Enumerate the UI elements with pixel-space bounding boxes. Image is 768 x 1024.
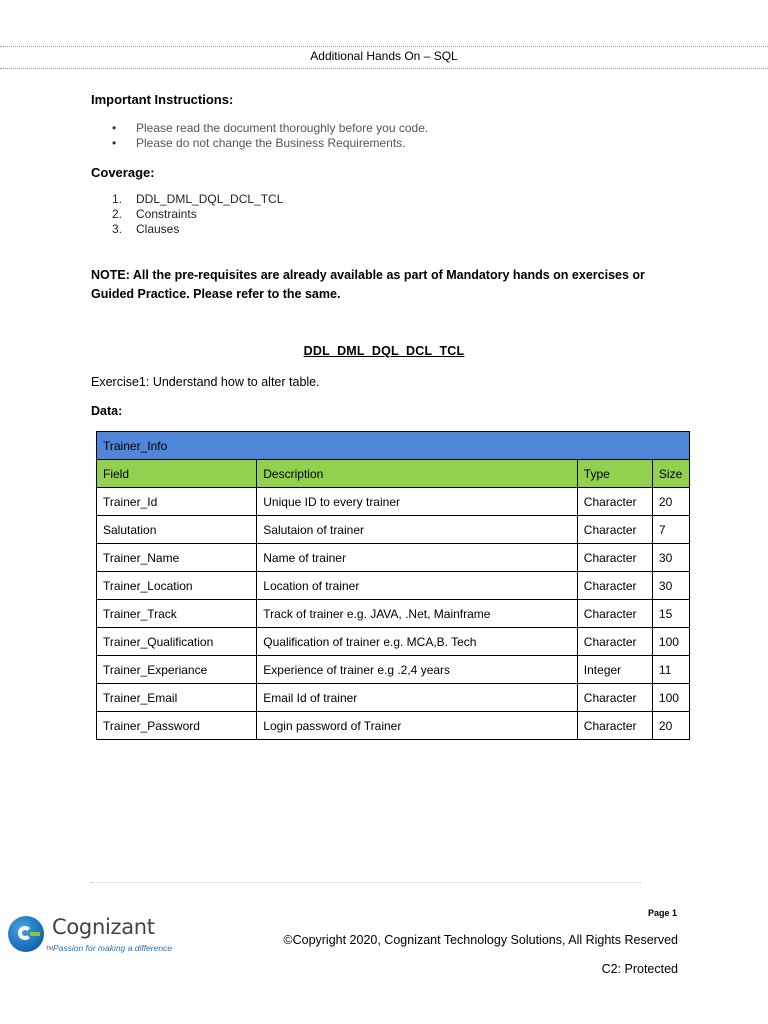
column-header-description: Description <box>257 460 578 488</box>
list-number: 3. <box>112 222 123 236</box>
table-title: Trainer_Info <box>97 432 690 460</box>
cell-type: Character <box>577 712 652 740</box>
cell-description: Salutaion of trainer <box>257 516 578 544</box>
coverage-list <box>91 192 283 237</box>
cell-description: Login password of Trainer <box>257 712 578 740</box>
instructions-list <box>91 121 428 151</box>
list-number: 2. <box>112 207 123 221</box>
cell-field: Trainer_Experiance <box>97 656 257 684</box>
table-row <box>97 684 690 712</box>
header-top-rule <box>0 46 768 47</box>
list-item: • Please do not change the Business Requirements. <box>91 136 428 151</box>
cell-size: 30 <box>652 572 689 600</box>
page-number: Page 1 <box>647 908 677 918</box>
cell-field: Trainer_Qualification <box>97 628 257 656</box>
instructions-heading: Important Instructions: <box>91 92 234 107</box>
cell-size: 15 <box>652 600 689 628</box>
table-row <box>97 516 690 544</box>
cell-size: 20 <box>652 712 689 740</box>
classification-label: C2: Protected <box>601 962 678 976</box>
cell-field: Trainer_Id <box>97 488 257 516</box>
list-item <box>91 222 283 237</box>
list-number: 1. <box>112 192 123 206</box>
exercise-title: Exercise1: Understand how to alter table. <box>91 375 320 389</box>
list-item <box>91 207 283 222</box>
cell-type: Character <box>577 600 652 628</box>
list-text: DDL_DML_DQL_DCL_TCL <box>136 192 284 206</box>
cell-type: Character <box>577 572 652 600</box>
note-paragraph: NOTE: All the pre-requisites are already available as part of Mandatory hands on exercises or Guided Practice. Please refer to the same. <box>91 268 645 301</box>
cell-type: Character <box>577 684 652 712</box>
logo-name: Cognizant <box>52 915 155 939</box>
cell-size: 30 <box>652 544 689 572</box>
column-header-size: Size <box>652 460 689 488</box>
list-text: Clauses <box>136 222 180 236</box>
list-item: • Please read the document thoroughly before you code. <box>91 121 428 136</box>
table-row <box>97 712 690 740</box>
table-row <box>97 572 690 600</box>
cell-description: Qualification of trainer e.g. MCA,B. Tech <box>257 628 578 656</box>
cell-description: Unique ID to every trainer <box>257 488 578 516</box>
data-label: Data: <box>91 404 123 418</box>
cell-description: Name of trainer <box>257 544 578 572</box>
cell-size: 20 <box>652 488 689 516</box>
table-row <box>97 544 690 572</box>
header-bottom-rule <box>0 68 768 69</box>
table-row <box>97 600 690 628</box>
cell-field: Salutation <box>97 516 257 544</box>
cell-description: Track of trainer e.g. JAVA, .Net, Mainframe <box>257 600 578 628</box>
cell-field: Trainer_Password <box>97 712 257 740</box>
logo-tagline: Passion for making a difference <box>53 943 173 953</box>
cell-description: Experience of trainer e.g .2,4 years <box>257 656 578 684</box>
cell-size: 100 <box>652 628 689 656</box>
column-header-type: Type <box>577 460 652 488</box>
table-row <box>97 628 690 656</box>
cell-type: Character <box>577 488 652 516</box>
section-heading: DDL_DML_DQL_DCL_TCL <box>303 344 465 358</box>
cell-description: Email Id of trainer <box>257 684 578 712</box>
cell-size: 11 <box>652 656 689 684</box>
table-row <box>97 488 690 516</box>
footer-rule <box>91 882 641 883</box>
cognizant-logo: TM Cognizant Passion for making a difference <box>8 912 178 958</box>
table-title-row <box>97 432 690 460</box>
cell-type: Integer <box>577 656 652 684</box>
cell-type: Character <box>577 544 652 572</box>
cell-type: Character <box>577 628 652 656</box>
cognizant-logo-icon <box>8 916 44 952</box>
cell-field: Trainer_Location <box>97 572 257 600</box>
table-header-row <box>97 460 690 488</box>
list-text: Constraints <box>136 207 197 221</box>
cell-field: Trainer_Email <box>97 684 257 712</box>
trainer-info-table <box>96 431 690 740</box>
copyright-notice: ©Copyright 2020, Cognizant Technology Solutions, All Rights Reserved <box>283 933 678 947</box>
cell-description: Location of trainer <box>257 572 578 600</box>
cell-size: 7 <box>652 516 689 544</box>
table-row <box>97 656 690 684</box>
coverage-heading: Coverage: <box>91 165 155 180</box>
page-header-title: Additional Hands On – SQL <box>310 49 458 63</box>
cell-size: 100 <box>652 684 689 712</box>
column-header-field: Field <box>97 460 257 488</box>
cell-type: Character <box>577 516 652 544</box>
list-item <box>91 192 283 207</box>
cell-field: Trainer_Track <box>97 600 257 628</box>
cell-field: Trainer_Name <box>97 544 257 572</box>
